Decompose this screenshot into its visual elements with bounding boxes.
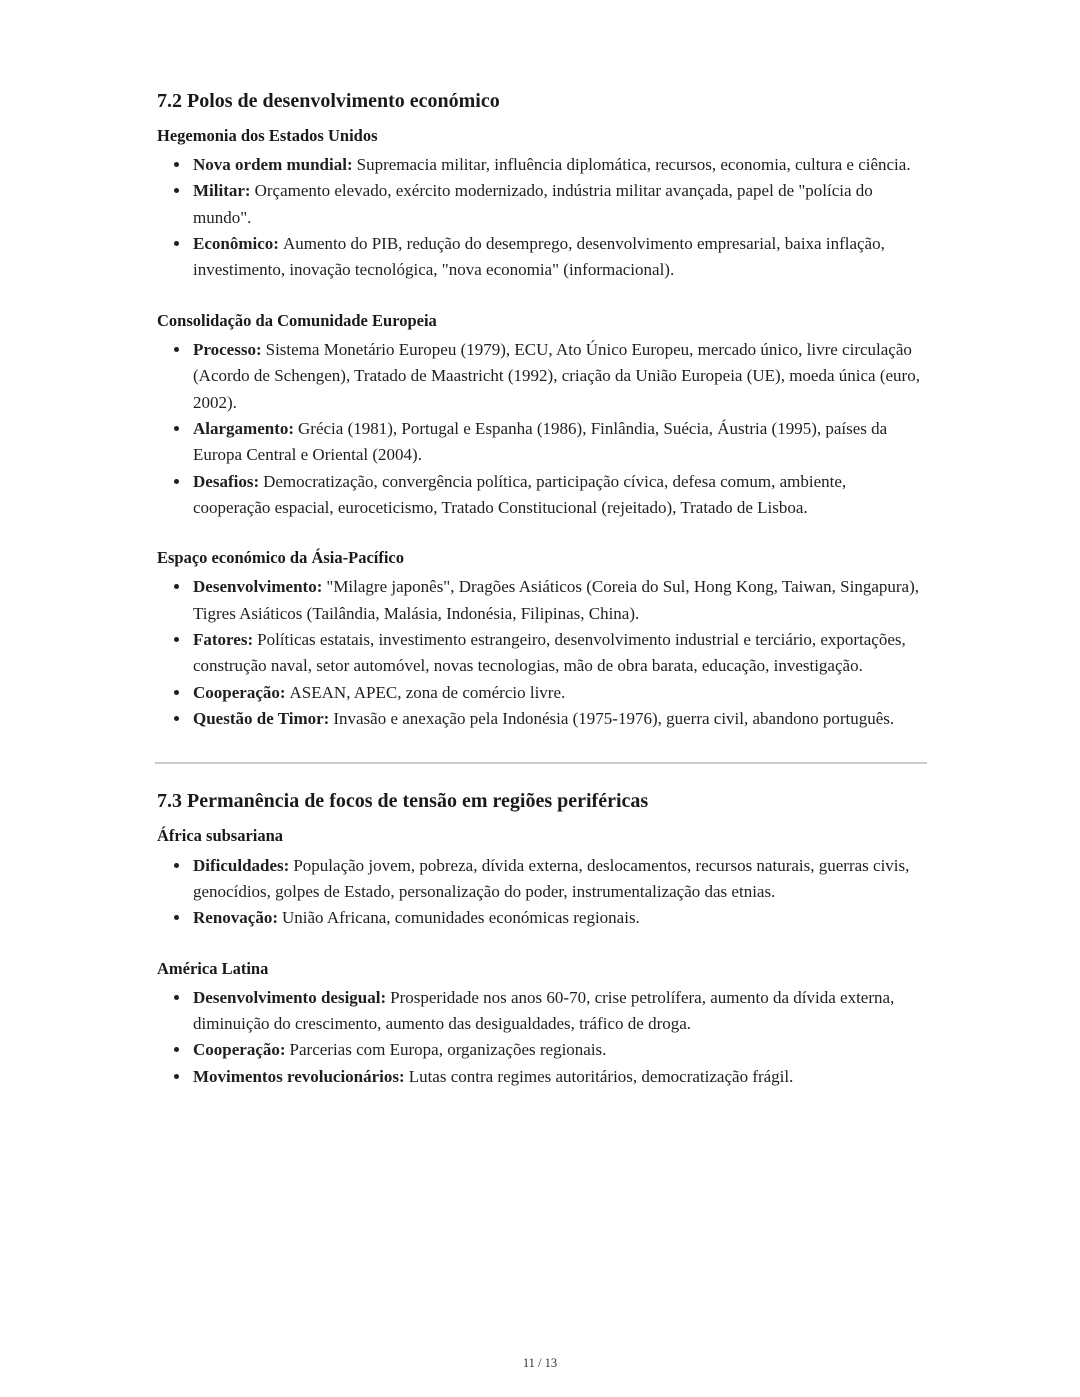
bullet-text: Prosperidade nos anos 60-70, crise petrolífera, aumento da dívida externa, diminuição do crescimento, aumento das desigualdades, tráfico de droga. <box>193 987 895 1034</box>
subsection-title: Espaço económico da Ásia-Pacífico <box>157 548 405 568</box>
bullet-term: Desenvolvimento: <box>193 577 323 597</box>
bullet-text: ASEAN, APEC, zona de comércio livre. <box>289 682 566 702</box>
subsection-title: Hegemonia dos Estados Unidos <box>157 126 378 145</box>
list-item <box>191 706 927 732</box>
bullet-text: População jovem, pobreza, dívida externa, deslocamentos, recursos naturais, guerras civis, genocídios, golpes de Estado, personalização do poder, instrumentalização das etnias. <box>193 855 910 901</box>
bullet-term: Nova ordem mundial: <box>193 155 353 175</box>
subsection-title: África subsariana <box>157 826 284 846</box>
section-divider <box>155 762 927 764</box>
bullet-term: Processo: <box>193 339 262 359</box>
bullet-text: Grécia (1981), Portugal e Espanha (1986), Finlândia, Suécia, Áustria (1995), países da Europa Central e Oriental (2004). <box>193 418 888 465</box>
bullet-list <box>157 985 927 1090</box>
bullet-list <box>157 853 927 932</box>
bullet-term: Renovação: <box>193 908 278 928</box>
bullet-term: Militar: <box>193 181 251 201</box>
bullet-text: Orçamento elevado, exército modernizado, indústria militar avançada, papel de "polícia do mundo". <box>193 181 873 227</box>
bullet-term: Cooperação: <box>193 682 286 702</box>
bullet-text: Invasão e anexação pela Indonésia (1975-1976), guerra civil, abandono português. <box>333 709 895 729</box>
bullet-term: Fatores: <box>193 630 254 650</box>
subsection-america-latina <box>157 957 927 1090</box>
bullet-text: Democratização, convergência política, participação cívica, defesa comum, ambiente, cooperação espacial, euroceticismo, Tratado Constitucional (rejeitado), Tratado de Lisboa. <box>193 471 847 517</box>
subsection-hegemonia-eua <box>157 124 927 284</box>
bullet-list <box>157 337 927 521</box>
subsection-africa-subsariana <box>157 824 927 931</box>
list-item <box>191 1064 927 1090</box>
bullet-text: Sistema Monetário Europeu (1979), ECU, Ato Único Europeu, mercado único, livre circulação (Acordo de Schengen), Tratado de Maastricht (1992), criação da União Europeia (UE), moeda única (euro, 2002). <box>193 339 920 412</box>
list-item <box>191 231 927 284</box>
list-item <box>191 853 927 906</box>
page-number: 11 / 13 <box>522 1356 558 1370</box>
bullet-text: Políticas estatais, investimento estrangeiro, desenvolvimento industrial e terciário, exportações, construção naval, setor automóvel, novas tecnologias, mão de obra barata, educação, investigação. <box>193 630 906 676</box>
bullet-term: Dificuldades: <box>193 855 290 875</box>
subsection-comunidade-europeia <box>157 309 927 522</box>
bullet-term: Desenvolvimento desigual: <box>193 987 387 1007</box>
document-content <box>157 88 927 1090</box>
bullet-text: Supremacia militar, influência diplomática, recursos, economia, cultura e ciência. <box>356 155 911 175</box>
list-item <box>191 905 927 931</box>
bullet-text: "Milagre japonês", Dragões Asiáticos (Coreia do Sul, Hong Kong, Taiwan, Singapura), Tigres Asiáticos (Tailândia, Malásia, Indonésia, Filipinas, China). <box>193 577 920 623</box>
bullet-list <box>157 574 927 732</box>
bullet-text: União Africana, comunidades económicas regionais. <box>281 908 640 928</box>
list-item <box>191 627 927 680</box>
list-item <box>191 469 927 522</box>
bullet-text: Lutas contra regimes autoritários, democratização frágil. <box>408 1066 794 1086</box>
bullet-term: Questão de Timor: <box>193 709 330 729</box>
section-7-2 <box>157 88 927 732</box>
list-item <box>191 178 927 231</box>
bullet-term: Alargamento: <box>193 418 295 438</box>
list-item <box>191 337 927 416</box>
subsection-title: América Latina <box>157 958 269 978</box>
list-item <box>191 574 927 627</box>
bullet-text: Parcerias com Europa, organizações regionais. <box>289 1040 607 1060</box>
bullet-term: Movimentos revolucionários: <box>193 1066 405 1086</box>
section-7-3 <box>157 788 927 1090</box>
list-item <box>191 1037 927 1063</box>
bullet-term: Cooperação: <box>193 1040 286 1060</box>
subsection-asia-pacifico <box>157 546 927 732</box>
bullet-text: Aumento do PIB, redução do desemprego, desenvolvimento empresarial, baixa inflação, investimento, inovação tecnológica, "nova economia" (informacional). <box>193 234 885 280</box>
section-heading: 7.3 Permanência de focos de tensão em regiões periféricas <box>157 790 649 813</box>
list-item <box>191 416 927 469</box>
list-item <box>191 680 927 706</box>
list-item <box>191 985 927 1038</box>
bullet-list <box>157 152 927 284</box>
subsection-title: Consolidação da Comunidade Europeia <box>157 310 437 330</box>
bullet-term: Desafios: <box>193 471 260 491</box>
bullet-term: Econômico: <box>193 234 279 254</box>
section-heading: 7.2 Polos de desenvolvimento económico <box>157 90 500 112</box>
list-item <box>191 152 927 178</box>
